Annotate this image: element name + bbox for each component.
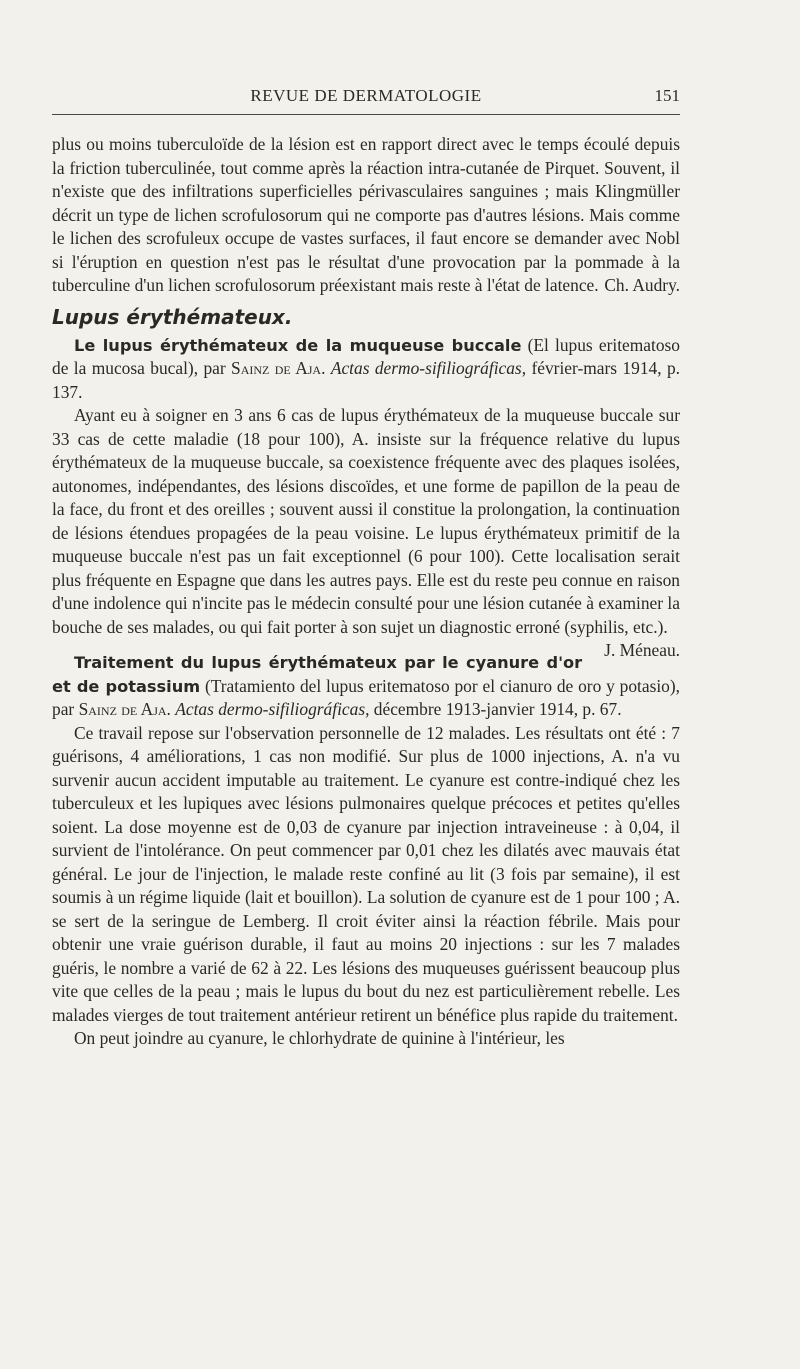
author-signature: Ch. Audry.	[604, 275, 680, 295]
continuation-paragraph	[52, 133, 680, 298]
article1-author: J. Méneau.	[604, 640, 680, 660]
article2-journal: Actas dermo-sifiliográficas,	[175, 699, 370, 719]
article2-citation-text: (Tratamiento del lupus eritematoso por el cianuro de oro y potasio), par	[52, 675, 681, 719]
body-text	[52, 133, 680, 1051]
article2-paragraph-2: On peut joindre au cyanure, le chlorhydrate de quinine à l'intérieur, les	[74, 1028, 565, 1048]
article2-paragraph-1: Ce travail repose sur l'observation personnelle de 12 malades. Les résultats ont été : 7 guérisons, 4 améliorations, 1 cas non modifié. Sur plus de 1000 injections, A. n'a vu survenir aucun accident imputable au traitement. Le cyanure est contre-indiqué chez les tuberculeux et les lupiques avec lésions pulmonaires quelque précoces et petites qu'elles soient. La dose moyenne est de 0,03 de cyanure par injection intraveineuse : à 0,04, il survient de l'intolérance. On peut commencer par 0,01 chez les dilatés avec mauvais état général. Le jour de l'injection, le malade reste confiné au lit (3 fois par semaine), il est soumis à un régime liquide (lait et bouillon). La solution de cyanure est de 1 pour 100 ; A. se sert de la seringue de Lemberg. Il croit éviter ainsi la réaction fébrile. Mais pour obtenir une vraie guérison durable, il faut au moins 20 injections : sur les 7 malades guéris, le nombre a varié de 62 à 22. Les lésions des muqueuses guérissent beaucoup plus vite que celles de la peau ; mais le lupus du bout du nez est particulièrement rebelle. Les malades vierges de tout traitement antérieur retirent un bénéfice plus rapide du traitement.	[52, 722, 680, 1025]
article2-date: décembre 1913-janvier 1914, p. 67.	[373, 699, 622, 719]
article2-title: Traitement du lupus érythémateux par le cyanure d'or et de potassium	[52, 653, 583, 696]
section-title: Lupus érythémateux.	[52, 304, 293, 329]
article1-date: février-mars 1914, p. 137.	[52, 358, 680, 402]
running-title: REVUE DE DERMATOLOGIE	[250, 86, 482, 105]
article1-title: Le lupus érythémateux de la muqueuse buccale	[74, 335, 522, 355]
article2-cited-author: Sainz de Aja.	[78, 699, 171, 719]
article1-journal: Actas dermo-sifiliográficas,	[330, 358, 527, 378]
article1-body	[52, 404, 680, 660]
article1-body-text: Ayant eu à soigner en 3 ans 6 cas de lupus érythémateux de la muqueuse buccale sur 33 cas de cette maladie (18 pour 100), A. insiste sur la fréquence relative du lupus érythémateux de la muqueuse buccale, sa coexistence fréquente avec des plaques isolées, autonomes, indépendantes, des lésions discoïdes, et une forme de papillon de la peau de la face, du front et des oreilles ; souvent aussi il constitue la prolongation, la continuation de lésions étendues propagées de la peau voisine. Le lupus érythémateux primitif de la muqueuse buccale n'est pas un fait exceptionnel (6 pour 100). Cette localisation serait plus fréquente en Espagne que dans les autres pays. Elle est du reste peu connue en raison d'une indolence qui n'incite pas le médecin consulté pour une lésion cutanée à examiner la bouche de ses malades, ou qui fait porter à son sujet un diagnostic erroné (syphilis, etc.).	[52, 405, 680, 637]
page-number: 151	[654, 86, 680, 105]
running-head	[52, 84, 680, 115]
article1-citation-text: (El lupus eritematoso de la mucosa bucal), par	[52, 334, 680, 378]
continuation-text: plus ou moins tuberculoïde de la lésion est en rapport direct avec le temps écoulé depuis la friction tuberculinée, tout comme après la réaction intra-cutanée de Pirquet. Souvent, il n'existe que des infiltrations superficielles périvasculaires sanguines ; mais Klingmüller décrit un type de lichen scrofulosorum qui ne comporte pas d'autres lésions. Mais comme le lichen des scrofuleux occupe de vastes surfaces, il faut encore se demander avec Nobl si l'éruption en question n'est pas le résultat d'une provocation par la pommade à la tuberculine d'un lichen scrofulosorum préexistant mais reste à l'état de latence.	[52, 134, 680, 295]
article1-citation	[52, 334, 680, 405]
article1-cited-author: Sainz de Aja.	[231, 358, 326, 378]
